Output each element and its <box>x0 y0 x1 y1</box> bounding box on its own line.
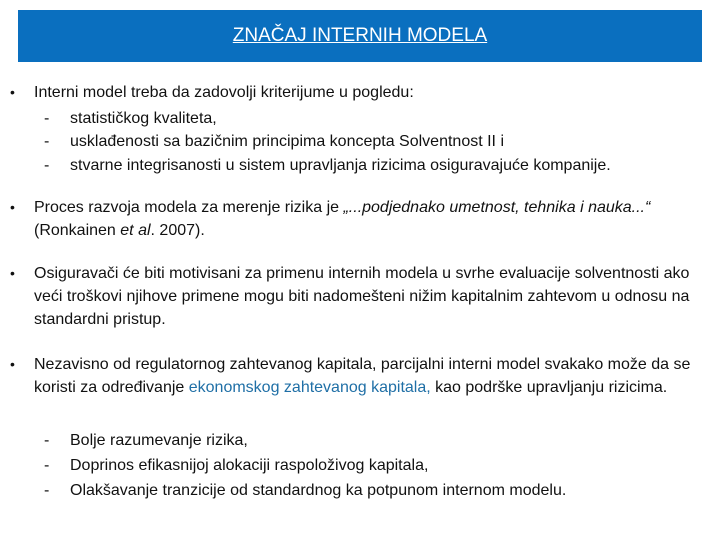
sub-text: Bolje razumevanje rizika, <box>70 432 248 449</box>
bullet-icon: • <box>10 84 15 100</box>
sub-text: Olakšavanje tranzicije od standardnog ka potpunom internom modelu. <box>70 482 567 499</box>
dash-icon: - <box>44 133 50 150</box>
slide-title: ZNAČAJ INTERNIH MODELA <box>232 25 488 46</box>
title-bar <box>18 10 702 62</box>
bullet-text: Osiguravači će biti motivisani za primenu internih modela u svrhe evaluacije solventnosti ako veći troškovi njihove primene mogu biti nadomešteni nižim kapitalnim zahtevom u odnosu na standardni pristup. <box>34 265 690 328</box>
bullet-text: Interni model treba da zadovolji kriterijume u pogledu: <box>34 84 414 101</box>
sub-text: stvarne integrisanosti u sistem upravljanja rizicima osiguravajuće kompanije. <box>70 157 611 174</box>
dash-icon: - <box>44 432 50 449</box>
dash-icon: - <box>44 457 50 474</box>
sub-text: statističkog kvaliteta, <box>70 110 217 127</box>
bullet-text: Nezavisno od regulatornog zahtevanog kapitala, parcijalni interni model svakako može da se koristi za određivanje ekonomskog zahtevanog kapitala, kao podrške upravljanju rizicima. <box>34 356 691 396</box>
dash-icon: - <box>44 482 50 499</box>
bullet-icon: • <box>10 199 15 215</box>
dash-icon: - <box>44 157 50 174</box>
sub-text: usklađenosti sa bazičnim principima koncepta Solventnost II i <box>70 133 504 150</box>
accent-text: ekonomskog zahtevanog kapitala, <box>188 379 431 396</box>
bullet-icon: • <box>10 356 15 372</box>
bullet-icon: • <box>10 265 15 281</box>
dash-icon: - <box>44 110 50 127</box>
sub-text: Doprinos efikasnijoj alokaciji raspoloživog kapitala, <box>70 457 429 474</box>
bullet-text: Proces razvoja modela za merenje rizika je „...podjednako umetnost, tehnika i nauka...“ (Ronkainen et al. 2007). <box>34 199 651 239</box>
